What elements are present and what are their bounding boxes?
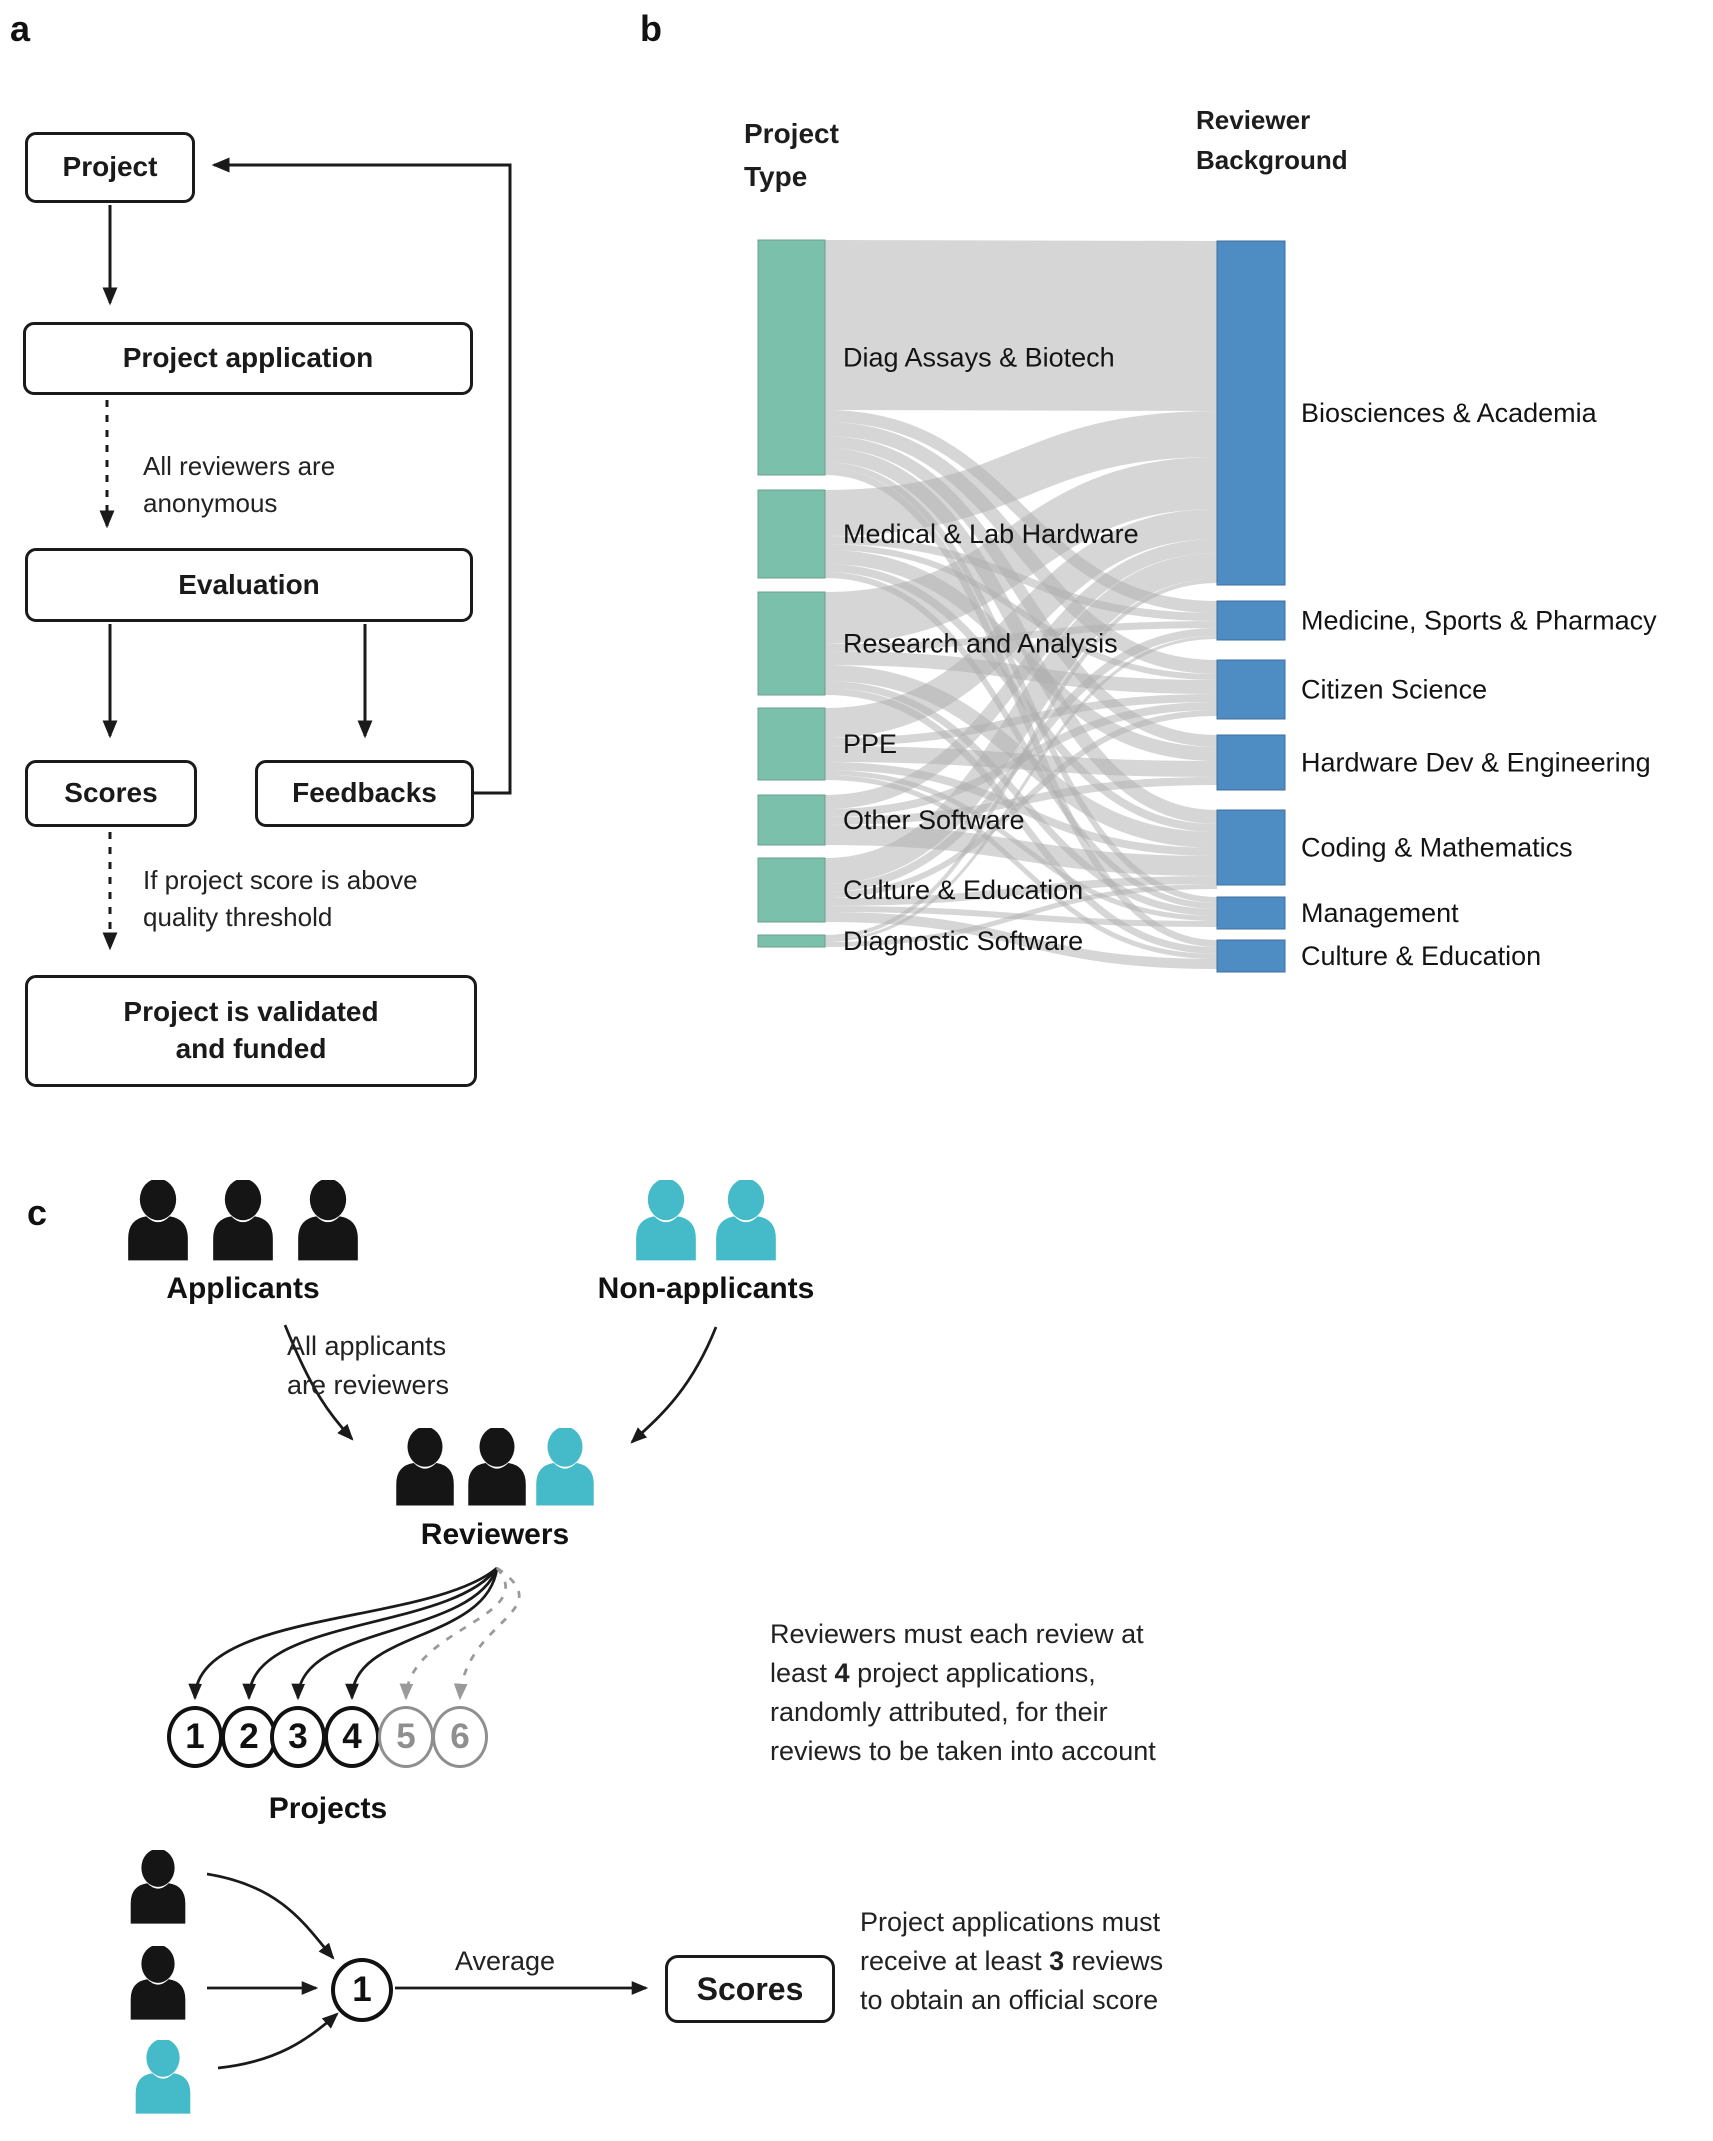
- sankey-right-label: Culture & Education: [1301, 941, 1542, 972]
- project-type-header-line1: Project: [744, 118, 839, 149]
- applicant-person-icon: [204, 1180, 282, 1263]
- all-applicants-note-line1: All applicants: [287, 1331, 447, 1361]
- sankey-right-node: [1217, 735, 1285, 790]
- scores-note-line2-post: reviews: [1064, 1945, 1164, 1976]
- sankey-left-node: [758, 708, 825, 780]
- final-scores-box-text: Scores: [696, 1970, 804, 2007]
- evaluation-box-text: Evaluation: [178, 568, 320, 600]
- scores-note-line1: Project applications must: [860, 1907, 1161, 1937]
- reviews-note-line2-post: project applications,: [849, 1657, 1096, 1688]
- sankey-left-node: [758, 935, 825, 947]
- project-circle-6: 6: [432, 1706, 488, 1768]
- reviewer-person-icon: [459, 1428, 535, 1508]
- reviews-note-line2: [770, 1654, 1156, 1693]
- scores-box: [25, 760, 197, 827]
- evaluation-box: [25, 548, 473, 622]
- sankey-left-node: [758, 240, 825, 475]
- applicant-person-icon: [289, 1180, 367, 1263]
- sankey-right-node: [1217, 940, 1285, 972]
- validated-box: [25, 975, 477, 1087]
- reviewer-person-icon: [387, 1428, 463, 1508]
- sankey-right-label: Coding & Mathematics: [1301, 832, 1573, 863]
- reviews-requirement-note: [770, 1615, 1156, 1771]
- non-applicant-person-icon: [627, 1180, 705, 1263]
- sankey-right-node: [1217, 810, 1285, 885]
- sankey-left-label: Diagnostic Software: [843, 926, 1084, 957]
- reviewer-person-icon-teal: [527, 1428, 603, 1508]
- reviews-note-line3: randomly attributed, for their: [770, 1696, 1108, 1727]
- sankey-left-node: [758, 592, 825, 695]
- feedbacks-box: [255, 760, 474, 827]
- sankey-left-label: Research and Analysis: [843, 628, 1118, 659]
- all-applicants-note-line2: are reviewers: [287, 1369, 450, 1400]
- sankey-left-label: Culture & Education: [843, 875, 1084, 906]
- project-type-header-line2: Type: [744, 161, 808, 193]
- scores-note-line2-pre: receive at least: [860, 1945, 1050, 1976]
- scoring-reviewer-icon: [122, 1946, 194, 2022]
- applicants-label: Applicants: [166, 1272, 320, 1305]
- sankey-ribbon: [825, 325, 1217, 326]
- average-label: Average: [454, 1946, 556, 1976]
- reviews-note-line2-pre: least: [770, 1657, 835, 1688]
- reviews-note-line1: Reviewers must each review at: [770, 1619, 1144, 1649]
- non-applicants-label: Non-applicants: [597, 1272, 815, 1305]
- sankey-left-node: [758, 490, 825, 578]
- threshold-note-line1: If project score is above: [143, 865, 418, 895]
- reviewers-label: Reviewers: [420, 1518, 570, 1551]
- sankey-left-label: Other Software: [843, 805, 1025, 836]
- projects-label: Projects: [268, 1792, 388, 1825]
- arrow-reviewer1-to-project: [207, 1874, 333, 1958]
- project-circle-3: 3: [270, 1706, 326, 1768]
- sankey-right-label: Citizen Science: [1301, 674, 1488, 705]
- threshold-note-line2: quality threshold: [143, 901, 333, 932]
- threshold-note: [143, 862, 418, 936]
- project-circle-4: 4: [324, 1706, 380, 1768]
- non-applicant-person-icon: [707, 1180, 785, 1263]
- reviewer-background-header-line2: Background: [1196, 145, 1348, 176]
- project-application-box: [23, 322, 473, 395]
- project-application-box-text: Project application: [122, 342, 374, 374]
- scored-project-circle: 1: [331, 1958, 393, 2022]
- project-circle-1: 1: [167, 1706, 223, 1768]
- final-scores-box: [665, 1955, 835, 2023]
- sankey-left-label: Diag Assays & Biotech: [843, 342, 1115, 373]
- project-box-text: Project: [62, 151, 158, 183]
- anonymous-note-line2: anonymous: [143, 487, 278, 518]
- scores-box-text: Scores: [64, 777, 158, 809]
- feedbacks-box-text: Feedbacks: [292, 777, 437, 809]
- sankey-right-label: Management: [1301, 898, 1459, 929]
- sankey-right-label: Hardware Dev & Engineering: [1301, 747, 1651, 778]
- project-circle-5: 5: [378, 1706, 434, 1768]
- panel-b-label: b: [640, 8, 662, 49]
- panel-a-label: a: [10, 8, 31, 49]
- sankey-left-node: [758, 858, 825, 922]
- arrow-nonapplicants-to-reviewers: [632, 1327, 716, 1442]
- validated-box-line1: Project is validated: [123, 996, 379, 1028]
- arrow-reviewers-to-project-1: [195, 1568, 497, 1698]
- all-applicants-note: [287, 1327, 449, 1405]
- sankey-left-label: PPE: [843, 729, 898, 760]
- panel-c-label: c: [27, 1192, 48, 1233]
- scores-note-line2-bold: 3: [1049, 1945, 1065, 1976]
- project-circle-2: 2: [221, 1706, 277, 1768]
- sankey-right-label: Medicine, Sports & Pharmacy: [1301, 605, 1657, 636]
- arrow-reviewer3-to-project: [218, 2014, 337, 2068]
- scores-requirement-note: [860, 1903, 1163, 2020]
- anonymous-note-line1: All reviewers are: [143, 451, 336, 481]
- sankey-left-label: Medical & Lab Hardware: [843, 519, 1139, 550]
- sankey-right-label: Biosciences & Academia: [1301, 398, 1597, 429]
- project-type-header: [744, 112, 839, 199]
- sankey-right-node: [1217, 897, 1285, 929]
- reviews-note-line4: reviews to be taken into account: [770, 1735, 1156, 1766]
- sankey-left-node: [758, 795, 825, 845]
- reviews-note-line2-bold: 4: [834, 1657, 850, 1688]
- sankey-right-node: [1217, 241, 1285, 585]
- applicant-person-icon: [119, 1180, 197, 1263]
- scores-note-line2: [860, 1942, 1163, 1981]
- project-box: [25, 132, 195, 203]
- validated-box-line2: and funded: [175, 1033, 327, 1064]
- sankey-right-node: [1217, 601, 1285, 640]
- reviewer-background-header-line1: Reviewer: [1196, 105, 1311, 135]
- sankey-right-node: [1217, 660, 1285, 719]
- reviewer-background-header: [1196, 100, 1348, 181]
- scores-note-line3: to obtain an official score: [860, 1984, 1159, 2015]
- scoring-reviewer-icon: [122, 1850, 194, 1926]
- scoring-reviewer-icon-teal: [127, 2040, 199, 2116]
- anonymous-note: [143, 448, 335, 522]
